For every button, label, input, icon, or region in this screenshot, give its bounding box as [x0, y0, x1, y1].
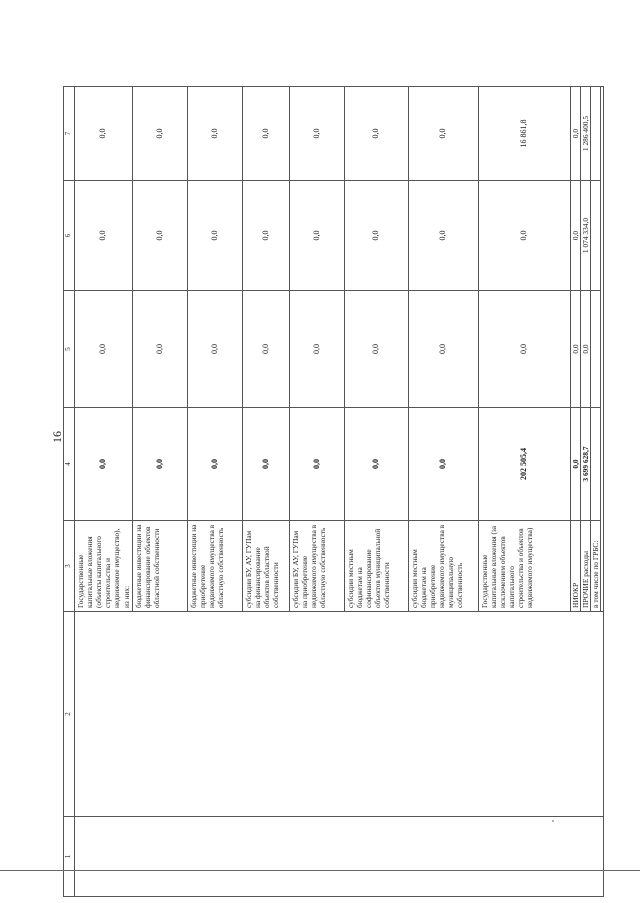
value-col4: 0,0	[187, 408, 242, 521]
value-col6: 0,0	[187, 181, 242, 291]
value-col5: 0,0	[408, 291, 478, 408]
row-label: Государственные капитальные вложения (за исключением объектов капитального строительства и объектов недвижимого имущества)	[478, 521, 570, 612]
row-label: субсидии местным бюджетам на софинансирование объектов муниципальной собственности	[344, 521, 408, 612]
row-label: НИОКР	[570, 521, 580, 612]
col-header-4: 4	[64, 408, 75, 521]
col-header-2: 2	[64, 612, 75, 817]
value-col6: 0,0	[242, 181, 289, 291]
value-col6: 0,0	[289, 181, 344, 291]
value-col6: 0,0	[75, 181, 133, 291]
row-label: ПРОЧИЕ расходы	[580, 521, 590, 612]
value-col5: 0,0	[75, 291, 133, 408]
row-label: в том числе по ГРБС:	[591, 521, 601, 612]
header-row	[64, 87, 75, 897]
col-header-7: 7	[64, 87, 75, 181]
value-col5: 0,0	[344, 291, 408, 408]
value-col6	[591, 181, 601, 291]
value-col4: 0,0	[408, 408, 478, 521]
value-col7: 0,0	[570, 87, 580, 181]
value-col7: 0,0	[132, 87, 187, 181]
value-col7: 0,0	[187, 87, 242, 181]
value-col4: 0,0	[289, 408, 344, 521]
col2-cell	[75, 612, 604, 817]
empty-area	[601, 87, 604, 612]
value-col6: 0,0	[570, 181, 580, 291]
row-label: бюджетные инвестиции на приобретение недвижимого имущества в областную собственность	[187, 521, 242, 612]
value-col4: 3 699 628,7	[580, 408, 590, 521]
value-col5: 0,0	[478, 291, 570, 408]
value-col7	[591, 87, 601, 181]
row-label: субсидии местным бюджетам на приобретение недвижимого имущества в муниципальную собственность	[408, 521, 478, 612]
scan-edge-line	[0, 870, 640, 871]
value-col7: 1 286 400,5	[580, 87, 590, 181]
value-col4: 202 505,4	[478, 408, 570, 521]
col-header-6: 6	[64, 181, 75, 291]
value-col5: 0,0	[242, 291, 289, 408]
col-header-3: 3	[64, 521, 75, 612]
value-col4: 0,0	[75, 408, 133, 521]
value-col7: 16 861,8	[478, 87, 570, 181]
value-col4: 0,0	[570, 408, 580, 521]
value-col7: 0,0	[289, 87, 344, 181]
value-col5: 0,0	[289, 291, 344, 408]
row-label: субсидии БУ, АУ, ГУПам на приобретение недвижимого имущества в областную собственность	[289, 521, 344, 612]
value-col5: 0,0	[580, 291, 590, 408]
value-col6: 0,0	[478, 181, 570, 291]
row-label: бюджетные инвестиции на финансирование объектов областной собственности	[132, 521, 187, 612]
value-col6: 1 074 334,0	[580, 181, 590, 291]
table-row	[75, 87, 133, 897]
value-col6: 0,0	[344, 181, 408, 291]
col-header-1: 1	[64, 817, 75, 897]
value-col6: 0,0	[132, 181, 187, 291]
value-col5: 0,0	[132, 291, 187, 408]
budget-table	[63, 86, 604, 897]
scan-speck	[552, 820, 554, 822]
value-col6: 0,0	[408, 181, 478, 291]
col-header-5: 5	[64, 291, 75, 408]
col1-cell	[75, 817, 604, 897]
value-col7: 0,0	[75, 87, 133, 181]
value-col4: 0,0	[132, 408, 187, 521]
row-label: Государственные капитальные вложения (объекты капитального строительства и недвижимое имущество), из них:	[75, 521, 133, 612]
row-label: субсидии БУ, АУ, ГУПам на финансирование объектов областной собственности	[242, 521, 289, 612]
value-col5	[591, 291, 601, 408]
rotated-table-container	[63, 87, 601, 897]
value-col4	[591, 408, 601, 521]
value-col4: 0,0	[344, 408, 408, 521]
value-col7: 0,0	[344, 87, 408, 181]
value-col5: 0,0	[187, 291, 242, 408]
value-col7: 0,0	[408, 87, 478, 181]
value-col4: 0,0	[242, 408, 289, 521]
value-col5: 0,0	[570, 291, 580, 408]
page-number: 16	[50, 431, 64, 443]
value-col7: 0,0	[242, 87, 289, 181]
